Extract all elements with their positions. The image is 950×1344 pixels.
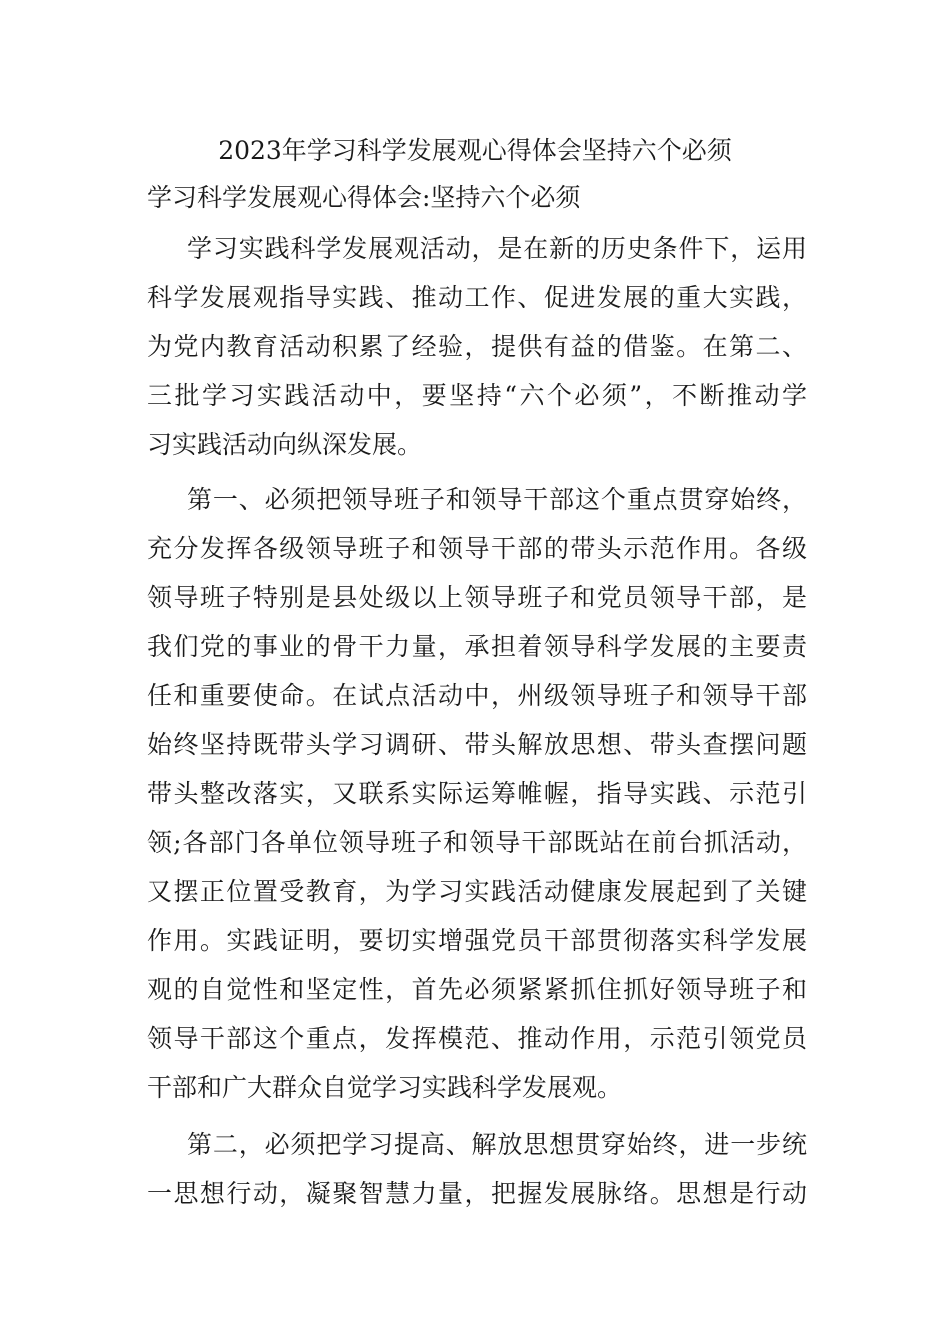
text-line: 干部和广大群众自觉学习实践科学发展观。	[147, 1073, 623, 1102]
paragraph-first-must	[147, 475, 807, 1112]
text-line: 任和重要使命。在试点活动中，州级领导班子和领导干部	[147, 681, 807, 710]
text-line: 观的自觉性和坚定性，首先必须紧紧抓住抓好领导班子和	[147, 975, 807, 1004]
text-line: 为党内教育活动积累了经验，提供有益的借鉴。在第二、	[147, 332, 807, 361]
text-line: 领导干部这个重点，发挥模范、推动作用，示范引领党员	[147, 1024, 807, 1053]
text-line: 领导班子特别是县处级以上领导班子和党员领导干部，是	[147, 583, 807, 612]
text-line: 第一、必须把领导班子和领导干部这个重点贯穿始终，	[187, 485, 807, 514]
text-line: 三批学习实践活动中，要坚持“六个必须”，不断推动学	[147, 381, 807, 410]
paragraph-intro	[147, 224, 807, 469]
text-line: 带头整改落实，又联系实际运筹帷幄，指导实践、示范引	[147, 779, 807, 808]
text-line: 领;各部门各单位领导班子和领导干部既站在前台抓活动，	[147, 828, 807, 857]
document-title: 2023年学习科学发展观心得体会坚持六个必须	[218, 136, 732, 165]
text-line: 我们党的事业的骨干力量，承担着领导科学发展的主要责	[147, 632, 807, 661]
text-line: 始终坚持既带头学习调研、带头解放思想、带头查摆问题	[147, 730, 807, 759]
paragraph-second-must	[147, 1120, 807, 1218]
text-line: 第二，必须把学习提高、解放思想贯穿始终，进一步统	[187, 1130, 807, 1159]
text-line: 科学发展观指导实践、推动工作、促进发展的重大实践，	[147, 283, 807, 312]
text-line: 习实践活动向纵深发展。	[147, 430, 423, 459]
document-subtitle: 学习科学发展观心得体会:坚持六个必须	[147, 183, 581, 212]
text-line: 一思想行动，凝聚智慧力量，把握发展脉络。思想是行动	[147, 1179, 807, 1208]
text-line: 学习实践科学发展观活动，是在新的历史条件下，运用	[187, 234, 807, 263]
text-line: 充分发挥各级领导班子和领导干部的带头示范作用。各级	[147, 534, 807, 563]
text-line: 作用。实践证明，要切实增强党员干部贯彻落实科学发展	[147, 926, 807, 955]
text-line: 又摆正位置受教育，为学习实践活动健康发展起到了关键	[147, 877, 807, 906]
